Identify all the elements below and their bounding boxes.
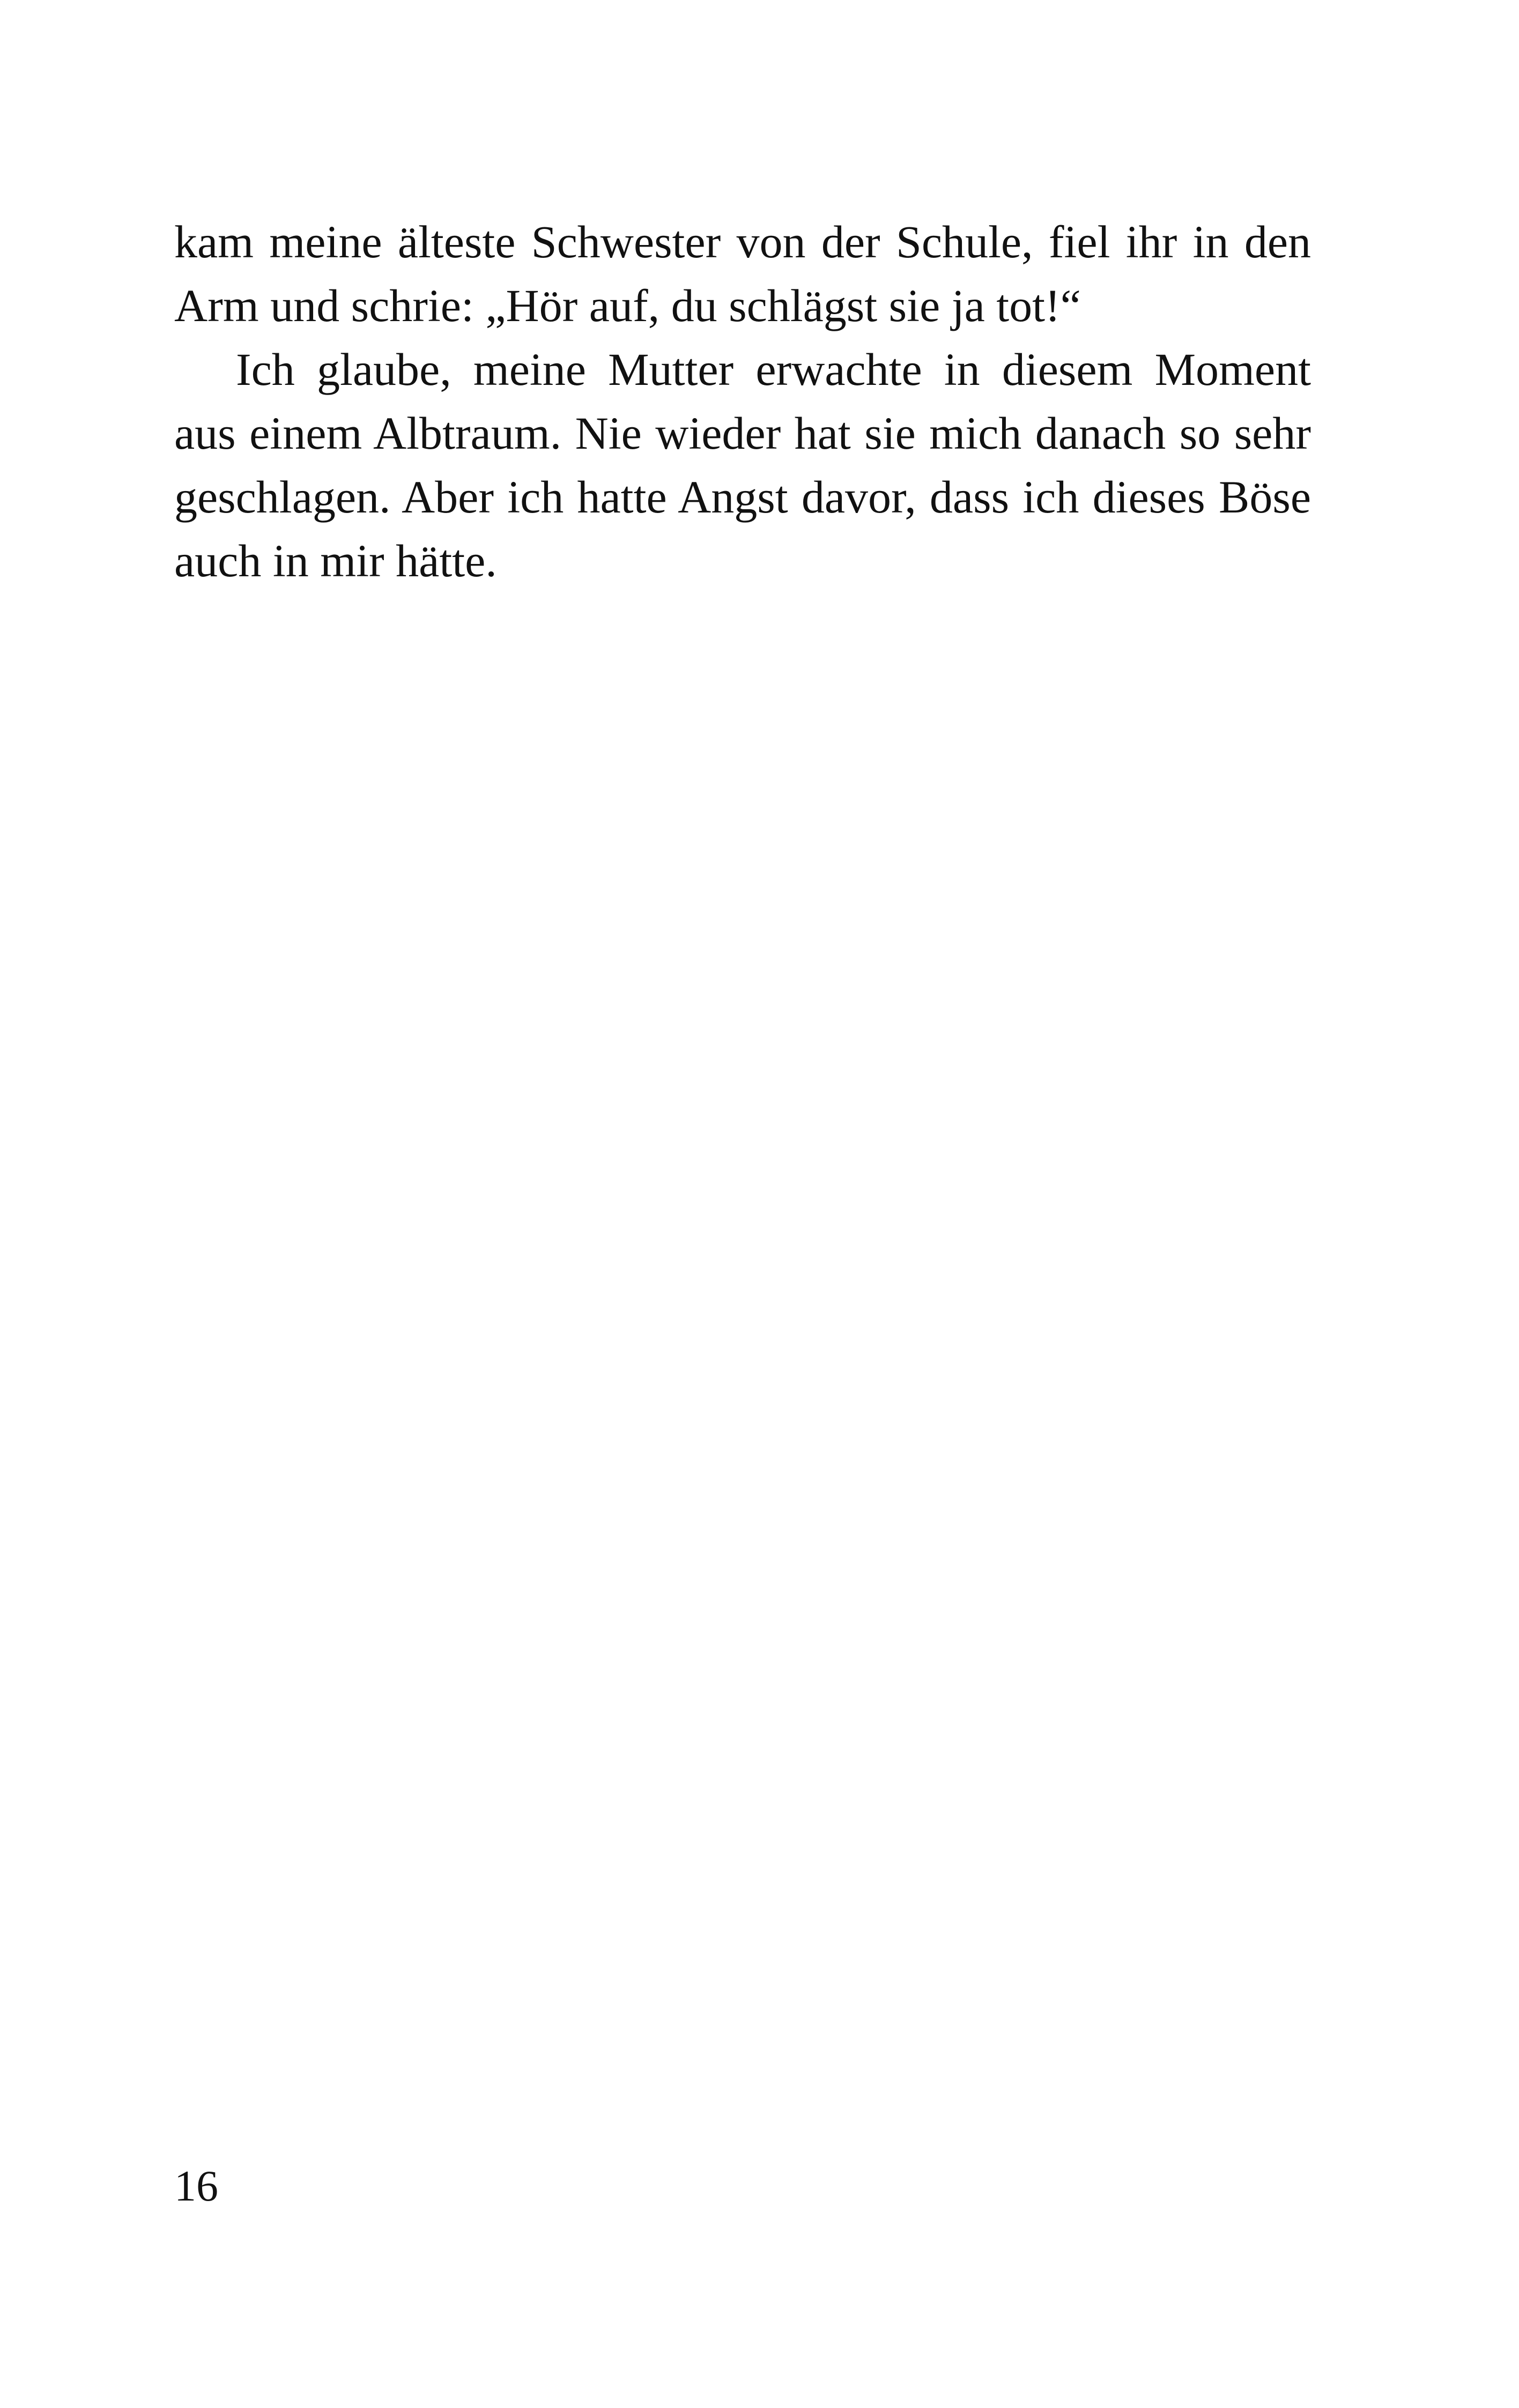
paragraph-2 [174,338,1311,593]
paragraph-1-line-2: Arm und schrie: „Hör auf, du schlägst sie ja tot!“ [174,280,1081,331]
paragraph-1 [174,210,1311,338]
page-number: 16 [174,2161,218,2210]
paragraph-2-line-2: aus einem Albtraum. Nie wieder hat sie mich danach so sehr [174,407,1311,459]
paragraph-2-line-3: geschlagen. Aber ich hatte Angst davor, dass ich dieses Böse [174,471,1311,523]
paragraph-1-line-1: kam meine älteste Schwester von der Schule, fiel ihr in den [174,216,1311,267]
paragraph-2-line-1: Ich glaube, meine Mutter erwachte in diesem Moment [236,344,1311,395]
body-text [174,210,1311,593]
paragraph-2-line-4: auch in mir hätte. [174,535,497,586]
